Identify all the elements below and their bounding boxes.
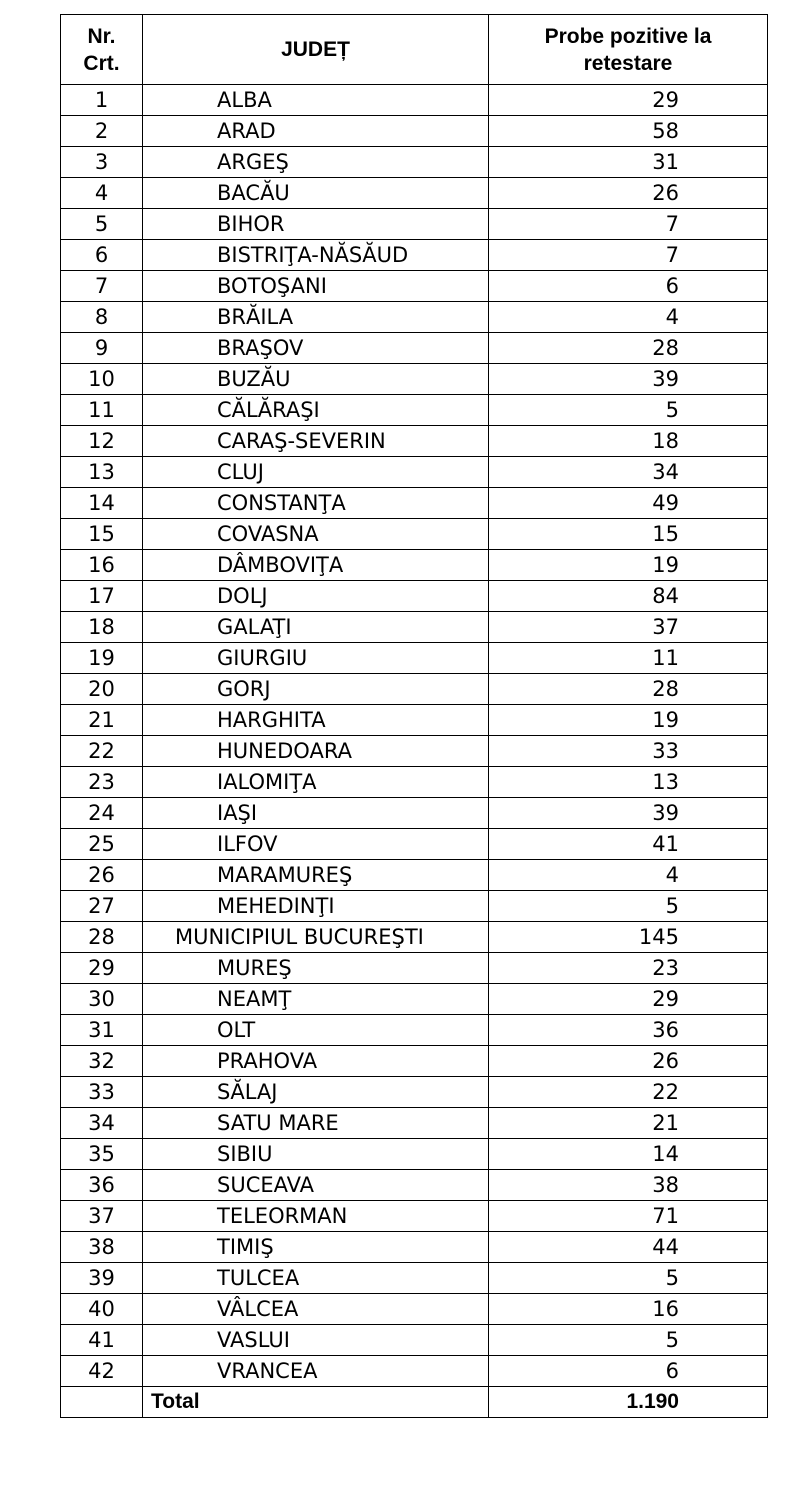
positive-count: 5 — [489, 1325, 768, 1356]
positive-count: 26 — [489, 178, 768, 209]
table-row — [61, 829, 768, 860]
header-judet: JUDEȚ — [143, 15, 489, 85]
table-row — [61, 674, 768, 705]
county-name: DOLJ — [143, 581, 489, 612]
positive-count: 21 — [489, 1108, 768, 1139]
table-row — [61, 1201, 768, 1232]
table-row — [61, 798, 768, 829]
positive-count: 23 — [489, 953, 768, 984]
county-name: MUNICIPIUL BUCUREŞTI — [143, 922, 489, 953]
table-row — [61, 457, 768, 488]
row-number: 23 — [61, 767, 143, 798]
positive-count: 4 — [489, 302, 768, 333]
table-row — [61, 612, 768, 643]
positive-count: 11 — [489, 643, 768, 674]
positive-count: 29 — [489, 85, 768, 116]
table-row — [61, 1356, 768, 1387]
positive-count: 19 — [489, 550, 768, 581]
county-name: BOTOŞANI — [143, 271, 489, 302]
table-row — [61, 426, 768, 457]
row-number: 28 — [61, 922, 143, 953]
row-number: 37 — [61, 1201, 143, 1232]
row-number: 10 — [61, 364, 143, 395]
row-number: 26 — [61, 860, 143, 891]
positive-count: 7 — [489, 209, 768, 240]
table-row — [61, 519, 768, 550]
table-row — [61, 116, 768, 147]
row-number: 8 — [61, 302, 143, 333]
row-number: 40 — [61, 1294, 143, 1325]
county-name: IAŞI — [143, 798, 489, 829]
row-number: 4 — [61, 178, 143, 209]
positive-count: 37 — [489, 612, 768, 643]
county-name: BACĂU — [143, 178, 489, 209]
county-name: CLUJ — [143, 457, 489, 488]
county-name: MEHEDINŢI — [143, 891, 489, 922]
county-name: GALAŢI — [143, 612, 489, 643]
table-row — [61, 302, 768, 333]
county-name: HARGHITA — [143, 705, 489, 736]
positive-count: 49 — [489, 488, 768, 519]
table-row — [61, 550, 768, 581]
positive-count: 28 — [489, 674, 768, 705]
table-row — [61, 984, 768, 1015]
county-name: SĂLAJ — [143, 1077, 489, 1108]
positive-count: 5 — [489, 1263, 768, 1294]
total-nr-cell — [61, 1387, 143, 1418]
county-name: CĂLĂRAŞI — [143, 395, 489, 426]
header-nr-crt: Nr. Crt. — [61, 15, 143, 85]
row-number: 27 — [61, 891, 143, 922]
positive-count: 22 — [489, 1077, 768, 1108]
positive-count: 39 — [489, 364, 768, 395]
table-row — [61, 271, 768, 302]
total-row — [61, 1387, 768, 1418]
positive-count: 38 — [489, 1170, 768, 1201]
table-row — [61, 1170, 768, 1201]
county-name: ILFOV — [143, 829, 489, 860]
row-number: 33 — [61, 1077, 143, 1108]
positive-count: 5 — [489, 395, 768, 426]
positive-count: 7 — [489, 240, 768, 271]
table-row — [61, 1263, 768, 1294]
row-number: 6 — [61, 240, 143, 271]
county-name: BRAŞOV — [143, 333, 489, 364]
row-number: 7 — [61, 271, 143, 302]
table-row — [61, 209, 768, 240]
table-row — [61, 860, 768, 891]
table-row — [61, 240, 768, 271]
table-row — [61, 922, 768, 953]
county-name: COVASNA — [143, 519, 489, 550]
county-name: SIBIU — [143, 1139, 489, 1170]
row-number: 20 — [61, 674, 143, 705]
table-row — [61, 1077, 768, 1108]
positive-count: 15 — [489, 519, 768, 550]
positive-count: 19 — [489, 705, 768, 736]
row-number: 25 — [61, 829, 143, 860]
table-row — [61, 488, 768, 519]
table-row — [61, 364, 768, 395]
table-row — [61, 767, 768, 798]
county-name: DÂMBOVIŢA — [143, 550, 489, 581]
table-row — [61, 147, 768, 178]
county-name: VRANCEA — [143, 1356, 489, 1387]
table-row — [61, 581, 768, 612]
row-number: 15 — [61, 519, 143, 550]
positive-count: 31 — [489, 147, 768, 178]
positive-count: 71 — [489, 1201, 768, 1232]
table-row — [61, 736, 768, 767]
row-number: 31 — [61, 1015, 143, 1046]
table-row — [61, 1325, 768, 1356]
county-name: BISTRIŢA-NĂSĂUD — [143, 240, 489, 271]
total-label: Total — [143, 1387, 489, 1418]
county-name: CONSTANŢA — [143, 488, 489, 519]
county-name: NEAMŢ — [143, 984, 489, 1015]
positive-count: 33 — [489, 736, 768, 767]
row-number: 1 — [61, 85, 143, 116]
county-name: VASLUI — [143, 1325, 489, 1356]
county-name: TIMIŞ — [143, 1232, 489, 1263]
county-name: SUCEAVA — [143, 1170, 489, 1201]
table-row — [61, 85, 768, 116]
row-number: 42 — [61, 1356, 143, 1387]
row-number: 17 — [61, 581, 143, 612]
header-probe-pozitive: Probe pozitive la retestare — [489, 15, 768, 85]
table-row — [61, 1294, 768, 1325]
table-row — [61, 1232, 768, 1263]
table-row — [61, 395, 768, 426]
row-number: 21 — [61, 705, 143, 736]
county-name: MUREŞ — [143, 953, 489, 984]
row-number: 12 — [61, 426, 143, 457]
county-name: GIURGIU — [143, 643, 489, 674]
county-name: HUNEDOARA — [143, 736, 489, 767]
row-number: 2 — [61, 116, 143, 147]
row-number: 32 — [61, 1046, 143, 1077]
county-name: ARAD — [143, 116, 489, 147]
retest-table — [60, 14, 768, 1418]
table-row — [61, 705, 768, 736]
row-number: 35 — [61, 1139, 143, 1170]
row-number: 18 — [61, 612, 143, 643]
positive-count: 6 — [489, 1356, 768, 1387]
county-name: GORJ — [143, 674, 489, 705]
positive-count: 145 — [489, 922, 768, 953]
row-number: 30 — [61, 984, 143, 1015]
row-number: 14 — [61, 488, 143, 519]
positive-count: 29 — [489, 984, 768, 1015]
row-number: 36 — [61, 1170, 143, 1201]
positive-count: 36 — [489, 1015, 768, 1046]
positive-count: 26 — [489, 1046, 768, 1077]
table-row — [61, 178, 768, 209]
row-number: 39 — [61, 1263, 143, 1294]
table-row — [61, 1015, 768, 1046]
row-number: 22 — [61, 736, 143, 767]
table-row — [61, 643, 768, 674]
table-row — [61, 1108, 768, 1139]
county-name: BRĂILA — [143, 302, 489, 333]
table-row — [61, 1139, 768, 1170]
positive-count: 39 — [489, 798, 768, 829]
row-number: 34 — [61, 1108, 143, 1139]
county-name: IALOMIŢA — [143, 767, 489, 798]
positive-count: 16 — [489, 1294, 768, 1325]
row-number: 9 — [61, 333, 143, 364]
positive-count: 6 — [489, 271, 768, 302]
total-value: 1.190 — [489, 1387, 768, 1418]
row-number: 24 — [61, 798, 143, 829]
table-row — [61, 333, 768, 364]
row-number: 11 — [61, 395, 143, 426]
row-number: 19 — [61, 643, 143, 674]
county-name: CARAŞ-SEVERIN — [143, 426, 489, 457]
table-row — [61, 1046, 768, 1077]
county-name: ARGEŞ — [143, 147, 489, 178]
positive-count: 13 — [489, 767, 768, 798]
county-name: BUZĂU — [143, 364, 489, 395]
positive-count: 5 — [489, 891, 768, 922]
positive-count: 41 — [489, 829, 768, 860]
header-row — [61, 15, 768, 85]
table-body — [61, 85, 768, 1387]
positive-count: 44 — [489, 1232, 768, 1263]
positive-count: 18 — [489, 426, 768, 457]
row-number: 38 — [61, 1232, 143, 1263]
positive-count: 34 — [489, 457, 768, 488]
row-number: 5 — [61, 209, 143, 240]
county-name: TULCEA — [143, 1263, 489, 1294]
row-number: 41 — [61, 1325, 143, 1356]
positive-count: 4 — [489, 860, 768, 891]
positive-count: 84 — [489, 581, 768, 612]
row-number: 16 — [61, 550, 143, 581]
county-name: ALBA — [143, 85, 489, 116]
row-number: 13 — [61, 457, 143, 488]
county-name: TELEORMAN — [143, 1201, 489, 1232]
county-name: SATU MARE — [143, 1108, 489, 1139]
row-number: 29 — [61, 953, 143, 984]
table-row — [61, 953, 768, 984]
positive-count: 28 — [489, 333, 768, 364]
county-name: VÂLCEA — [143, 1294, 489, 1325]
county-name: MARAMUREŞ — [143, 860, 489, 891]
positive-count: 14 — [489, 1139, 768, 1170]
county-name: OLT — [143, 1015, 489, 1046]
county-name: BIHOR — [143, 209, 489, 240]
county-name: PRAHOVA — [143, 1046, 489, 1077]
row-number: 3 — [61, 147, 143, 178]
table-row — [61, 891, 768, 922]
positive-count: 58 — [489, 116, 768, 147]
